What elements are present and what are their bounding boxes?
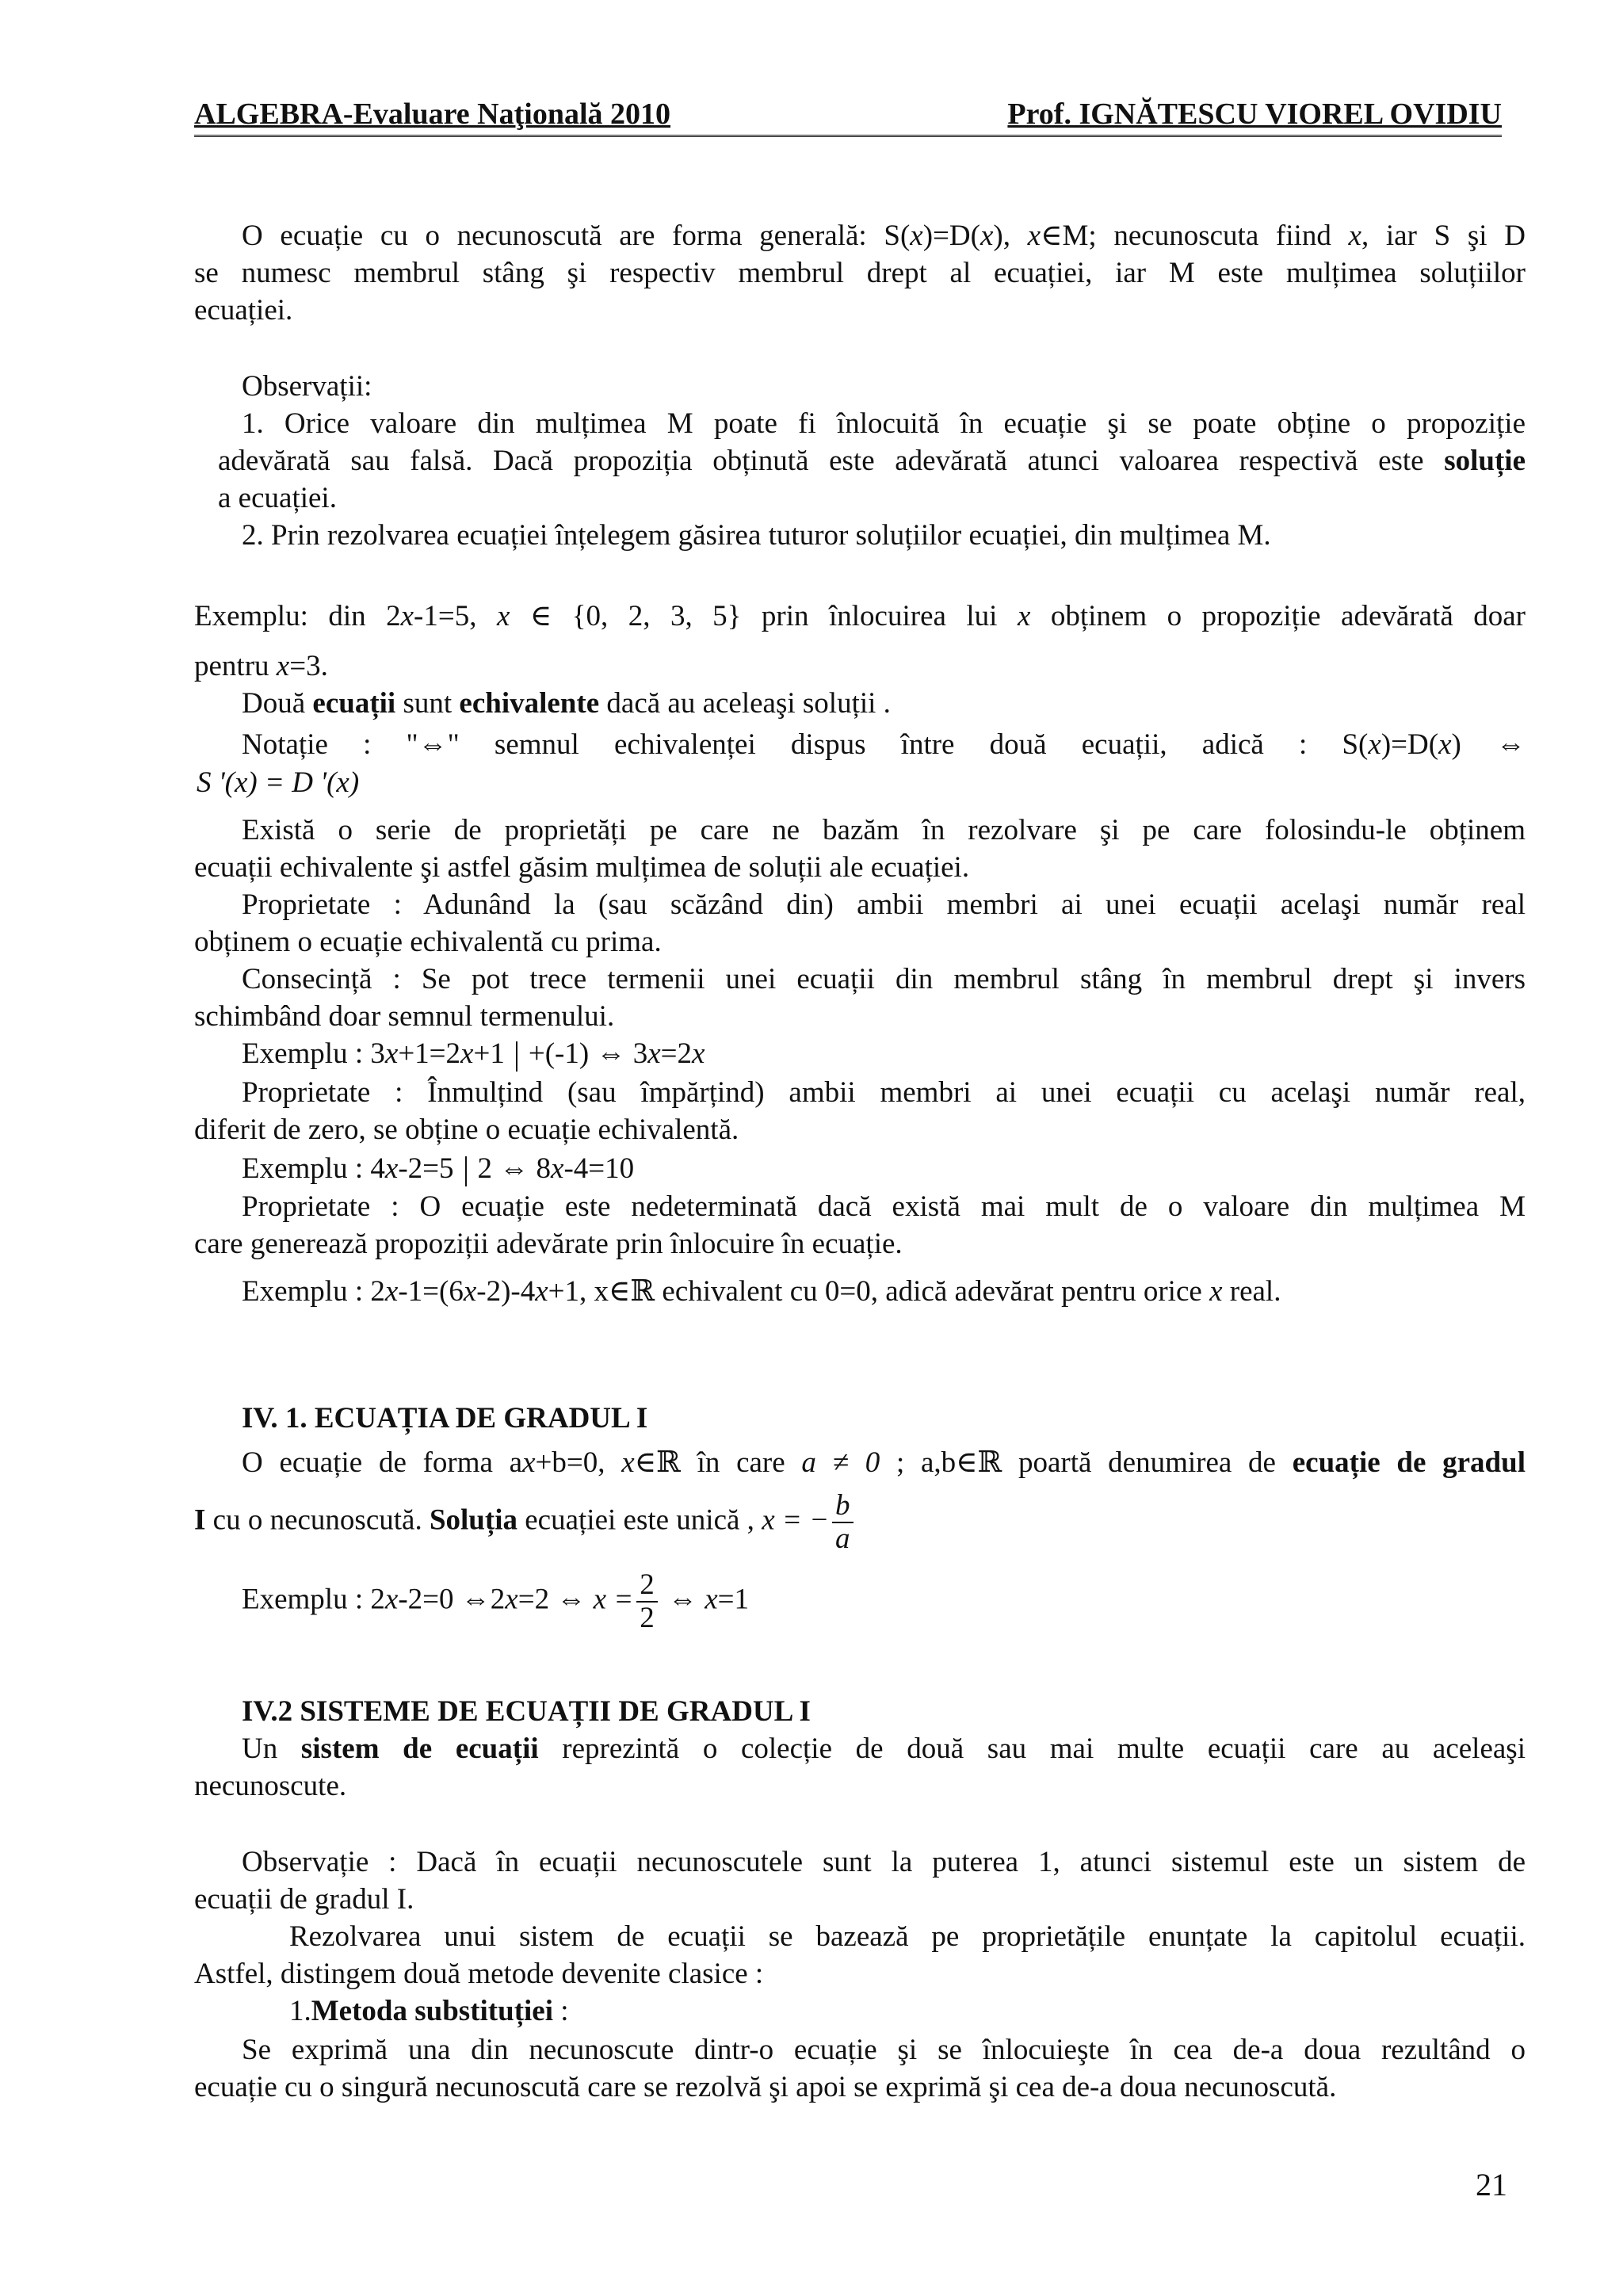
resolution-line-1: Rezolvarea unui sistem de ecuații se bazează pe proprietățile enunțate la capitolul ecuații. (289, 1920, 1526, 1953)
page-header (194, 97, 1502, 137)
property-3-line-2: care generează propoziții adevărate prin înlocuire în ecuație. (194, 1228, 903, 1260)
section-1-example: Exemplu : 2x-2=0 ⇔2x=2 ⇔ x = $\frac{2}{2}$ ⇔ x=1 (242, 1568, 750, 1634)
example-fraction: $\frac{2}{2}$ (636, 1569, 658, 1634)
consequence-line-2: schimbând doar semnul termenului. (194, 1000, 615, 1033)
set-notation: {0, 2, 3, 5} (571, 600, 742, 632)
obs-item-1-line-1: 1. Orice valoare din mulțimea M poate fi înlocuită în ecuație şi se poate obține o propoziție (242, 407, 1526, 440)
resolution-line-2: Astfel, distingem două metode devenite clasice : (194, 1958, 764, 1990)
divider-bar (516, 1041, 517, 1072)
header-left-title: ALGEBRA-Evaluare Naţională 2010 (194, 97, 671, 131)
intro-line-3: ecuației. (194, 294, 293, 327)
section-2-line-2: necunoscute. (194, 1770, 347, 1802)
property-1-line-1: Proprietate : Adunând la (sau scăzând din) ambii membri ai unei ecuații acelaşi număr real (242, 888, 1526, 921)
example-1-line-1: Exemplu: din 2x-1=5, x ∈ {0, 2, 3, 5} prin înlocuirea lui x obținem o propoziție adevărată doar (194, 600, 1526, 632)
notation-line-1: Notație : "⇔" semnul echivalenței dispus între două ecuații, adică : S(x)=D(x) ⇔ (242, 728, 1526, 761)
property-2-line-2: diferit de zero, se obține o ecuație echivalentă. (194, 1114, 739, 1146)
solution-fraction: $\frac{b}{a}$ (832, 1490, 854, 1555)
consequence-line-1: Consecință : Se pot trece termenii unei ecuații din membrul stâng în membrul drept şi invers (242, 963, 1526, 995)
obs-title: Observații: (242, 370, 372, 403)
section-2-line-1: Un sistem de ecuații reprezintă o colecție de două sau mai multe ecuații care au aceleaşi (242, 1733, 1526, 1765)
property-3-line-1: Proprietate : O ecuație este nedeterminată dacă există mai mult de o valoare din mulțimea M (242, 1190, 1526, 1223)
divider-bar (465, 1156, 467, 1186)
exista-line-1: Există o serie de proprietăți pe care ne bazăm în rezolvare şi pe care folosindu-le obținem (242, 814, 1526, 846)
method-1-line-1: Se exprimă una din necunoscute dintr-o ecuație şi se înlocuieşte în cea de-a doua rezultând o (242, 2034, 1526, 2066)
method-1-line-2: ecuație cu o singură necunoscută care se rezolvă şi apoi se exprimă şi cea de-a doua necunoscută. (194, 2071, 1337, 2103)
section-1-line-2: I cu o necunoscută. Soluția ecuației este unică , x = − $\frac{b}{a}$ (194, 1490, 857, 1555)
intro-line-2: se numesc membrul stâng şi respectiv membrul drept al ecuației, iar M este mulțimea soluțiilor (194, 257, 1526, 289)
observation-line-2: ecuații de gradul I. (194, 1883, 414, 1916)
example-4: Exemplu : 2x-1=(6x-2)-4x+1, x∈ℝ echivalent cu 0=0, adică adevărat pentru orice x real. (242, 1275, 1281, 1308)
page-number: 21 (1476, 2167, 1507, 2202)
section-1-title: IV. 1. ECUAȚIA DE GRADUL I (242, 1402, 648, 1435)
notation-line-2: S '(x) = D '(x) (197, 766, 360, 799)
section-2-title: IV.2 SISTEME DE ECUAȚII DE GRADUL I (242, 1695, 811, 1728)
example-1-line-2: pentru x=3. (194, 650, 328, 682)
method-1-heading: 1.Metoda substituției : (289, 1995, 569, 2027)
header-author: Prof. IGNĂTESCU VIOREL OVIDIU (1007, 97, 1502, 131)
exista-line-2: ecuații echivalente şi astfel găsim mulțimea de soluții ale ecuației. (194, 851, 970, 884)
example-2: Exemplu : 3x+1=2x+1 +(-1) ⇔ 3x=2x (242, 1037, 705, 1070)
section-1-line-1: O ecuație de forma ax+b=0, x∈ℝ în care a ≠ 0 ; a,b∈ℝ poartă denumirea de ecuație de gradul (242, 1446, 1526, 1479)
obs-item-1-line-3: a ecuației. (218, 482, 337, 514)
observation-line-1: Observație : Dacă în ecuații necunoscutele sunt la puterea 1, atunci sistemul este un sistem de (242, 1846, 1526, 1878)
equivalent-definition: Două ecuații sunt echivalente dacă au aceleaşi soluții . (242, 687, 891, 720)
obs-item-2: 2. Prin rezolvarea ecuației înțelegem găsirea tuturor soluțiilor ecuației, din mulțimea M. (242, 519, 1271, 552)
intro-line-1: O ecuație cu o necunoscută are forma generală: S(x)=D(x), x∈M; necunoscuta fiind x, iar S şi D (242, 220, 1526, 252)
obs-item-1-line-2: adevărată sau falsă. Dacă propoziția obținută este adevărată atunci valoarea respectivă este soluție (218, 445, 1526, 477)
property-1-line-2: obținem o ecuație echivalentă cu prima. (194, 926, 662, 958)
example-3: Exemplu : 4x-2=5 2 ⇔ 8x-4=10 (242, 1152, 635, 1185)
property-2-line-1: Proprietate : Înmulțind (sau împărțind) ambii membri ai unei ecuații cu acelaşi număr real, (242, 1076, 1526, 1109)
